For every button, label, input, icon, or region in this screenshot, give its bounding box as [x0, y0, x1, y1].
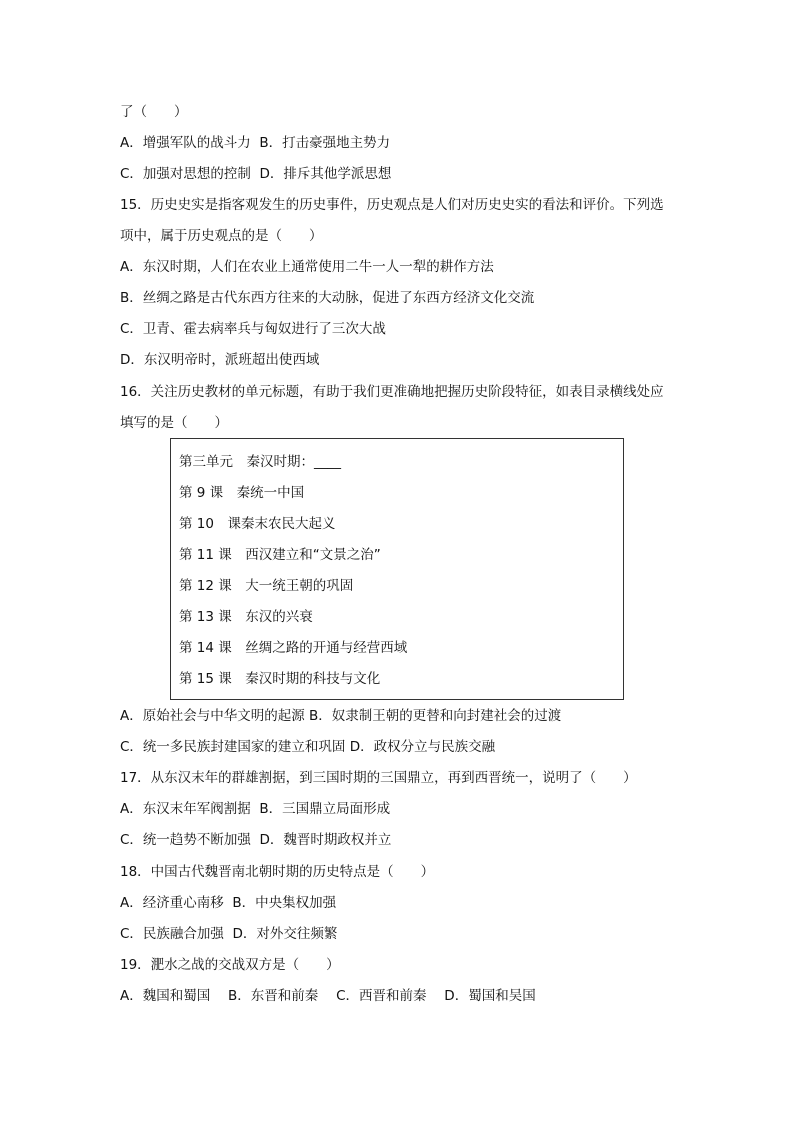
q18-stem: 18．中国古代魏晋南北朝时期的历史特点是（ ）	[120, 864, 435, 880]
toc-lesson-15: 第 15 课 秦汉时期的科技与文化	[179, 671, 381, 687]
q18-options-ab: A．经济重心南移 B．中央集权加强	[120, 895, 337, 911]
q16-stem-line2: 填写的是（ ）	[120, 415, 228, 431]
q15-option-a: A．东汉时期，人们在农业上通常使用二牛一人一犁的耕作方法	[120, 259, 494, 275]
table-of-contents-box	[170, 438, 624, 700]
toc-lesson-14: 第 14 课 丝绸之路的开通与经营西域	[179, 640, 408, 656]
q16-options-cd: C．统一多民族封建国家的建立和巩固 D．政权分立与民族交融	[120, 739, 496, 755]
q16-options-ab: A．原始社会与中华文明的起源 B．奴隶制王朝的更替和向封建社会的过渡	[120, 708, 562, 724]
q17-stem: 17．从东汉末年的群雄割据，到三国时期的三国鼎立，再到西晋统一，说明了（ ）	[120, 770, 637, 786]
toc-lesson-11: 第 11 课 西汉建立和“文景之治”	[179, 547, 381, 563]
q15-option-d: D．东汉明帝时，派班超出使西域	[120, 352, 320, 368]
toc-lesson-10: 第 10 课秦末农民大起义	[179, 516, 336, 532]
q19-options: A．魏国和蜀国 B．东晋和前秦 C．西晋和前秦 D．蜀国和吴国	[120, 988, 536, 1004]
q19-stem: 19．淝水之战的交战双方是（ ）	[120, 957, 340, 973]
q17-options-cd: C．统一趋势不断加强 D．魏晋时期政权并立	[120, 832, 392, 848]
q14-stem-tail: 了（ ）	[120, 104, 188, 120]
q15-option-c: C．卫青、霍去病率兵与匈奴进行了三次大战	[120, 321, 386, 337]
q17-options-ab: A．东汉末年军阀割据 B．三国鼎立局面形成	[120, 801, 391, 817]
q16-stem-line1: 16．关注历史教材的单元标题，有助于我们更准确地把握历史阶段特征，如表目录横线处应	[120, 384, 664, 400]
toc-lesson-9: 第 9 课 秦统一中国	[179, 485, 305, 501]
toc-unit-title: 第三单元 秦汉时期：____	[179, 454, 341, 470]
q15-option-b: B．丝绸之路是古代东西方往来的大动脉，促进了东西方经济文化交流	[120, 290, 535, 306]
q14-options-cd: C．加强对思想的控制 D．排斥其他学派思想	[120, 166, 392, 182]
q14-options-ab: A．增强军队的战斗力 B．打击豪强地主势力	[120, 135, 391, 151]
q15-stem-line2: 项中，属于历史观点的是（ ）	[120, 228, 323, 244]
toc-lesson-12: 第 12 课 大一统王朝的巩固	[179, 578, 354, 594]
q18-options-cd: C．民族融合加强 D．对外交往频繁	[120, 926, 338, 942]
toc-lesson-13: 第 13 课 东汉的兴衰	[179, 609, 313, 625]
q15-stem-line1: 15．历史史实是指客观发生的历史事件，历史观点是人们对历史史实的看法和评价。下列选	[120, 197, 664, 213]
